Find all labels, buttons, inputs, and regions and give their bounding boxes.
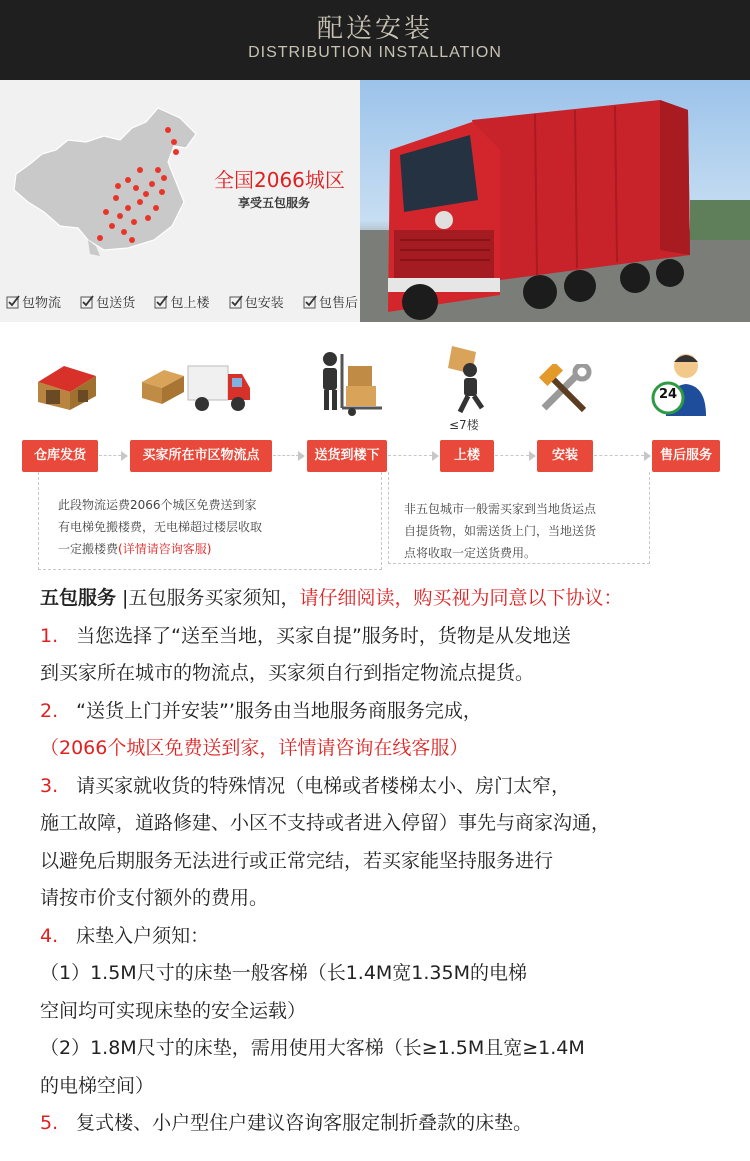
dolly-worker-icon bbox=[312, 350, 384, 416]
package-item bbox=[6, 292, 61, 311]
delivery-truck-icon bbox=[140, 360, 252, 418]
check-icon bbox=[154, 295, 168, 309]
terms-warning: 请仔细阅读，购买视为同意以下协议： bbox=[299, 587, 623, 609]
package-label: 包上楼 bbox=[170, 296, 210, 311]
term-3-cont: 施工故障，道路修建、小区不支持或者进入停留）事先与商家沟通， bbox=[40, 812, 611, 834]
term-3-cont: 请按市价支付额外的费用。 bbox=[40, 887, 269, 909]
note-line: 有电梯免搬楼费，无电梯超过楼层收取 bbox=[58, 520, 263, 534]
arrow-right-icon bbox=[529, 451, 536, 461]
tools-icon bbox=[536, 364, 596, 416]
step-warehouse-dispatch: 仓库发货 bbox=[22, 440, 98, 472]
package-item bbox=[303, 292, 358, 311]
step-deliver-downstairs: 送货到楼下 bbox=[307, 440, 387, 472]
customer-service-icon bbox=[650, 350, 716, 418]
note-line: 自提货物，如需送货上门，当地送货 bbox=[404, 524, 597, 538]
term-3-cont: 以避免后期服务无法进行或正常完结，若买家能坚持服务进行 bbox=[40, 849, 554, 872]
term-4-cont: 的电梯空间） bbox=[40, 1074, 155, 1097]
check-icon bbox=[6, 295, 20, 309]
coverage-headline: 全国2066城区 bbox=[214, 168, 345, 192]
term-5 bbox=[40, 1105, 740, 1143]
section-title: 配送安装 bbox=[316, 14, 433, 44]
truck-photo bbox=[360, 80, 750, 322]
consult-service-hint: (详情请咨询客服) bbox=[118, 542, 212, 556]
step-upstairs: 上楼 bbox=[440, 440, 494, 472]
term-1 bbox=[40, 618, 740, 656]
floor-limit-label: ≤7楼 bbox=[449, 418, 479, 432]
arrow-right-icon bbox=[432, 451, 439, 461]
terms-intro-text: 五包服务买家须知， bbox=[128, 587, 300, 609]
non-coverage-note bbox=[404, 498, 648, 564]
note-line: 非五包城市一般需买家到当地货运点 bbox=[404, 502, 597, 516]
section-subtitle: DISTRIBUTION INSTALLATION bbox=[248, 44, 502, 61]
terms-intro bbox=[40, 580, 740, 618]
badge-24: 24 bbox=[658, 387, 678, 402]
connector-line bbox=[388, 455, 432, 456]
terms-separator: | bbox=[116, 587, 129, 609]
step-local-logistics: 买家所在市区物流点 bbox=[130, 440, 272, 472]
arrow-right-icon bbox=[298, 451, 305, 461]
package-label: 包送货 bbox=[96, 296, 136, 311]
coverage-map-panel bbox=[0, 80, 360, 322]
check-icon bbox=[303, 295, 317, 309]
term-number: 5. bbox=[40, 1112, 59, 1134]
truck-image bbox=[360, 80, 750, 322]
term-text: “送货上门并安装”’服务由当地服务商服务完成， bbox=[76, 699, 482, 722]
package-item bbox=[80, 292, 135, 311]
term-2-free-delivery: （2066个城区免费送到家，详情请咨询在线客服） bbox=[40, 737, 469, 759]
note-line: 此段物流运费2066个城区免费送到家 bbox=[58, 498, 257, 512]
term-text: 当您选择了“送至当地，买家自提”服务时，货物是从发地送 bbox=[76, 624, 571, 647]
package-list bbox=[6, 292, 358, 311]
note-text: 一定搬楼费 bbox=[58, 542, 119, 556]
package-label: 包售后 bbox=[318, 296, 358, 311]
term-3 bbox=[40, 768, 740, 806]
term-4-cont: （1）1.5M尺寸的床垫一般客梯（长1.4M宽1.35M的电梯 bbox=[40, 962, 528, 984]
term-number: 1. bbox=[40, 624, 59, 647]
term-number: 4. bbox=[40, 924, 59, 947]
section-header bbox=[0, 0, 750, 80]
connector-line bbox=[594, 455, 644, 456]
package-item bbox=[154, 292, 209, 311]
note-line: 点将收取一定送货费用。 bbox=[404, 546, 537, 560]
package-item bbox=[229, 292, 284, 311]
step-after-sales: 售后服务 bbox=[652, 440, 720, 472]
arrow-right-icon bbox=[121, 451, 128, 461]
check-icon bbox=[229, 295, 243, 309]
coverage-subline: 享受五包服务 bbox=[238, 196, 311, 210]
term-text: 床垫入户须知： bbox=[76, 924, 210, 947]
china-map-icon bbox=[8, 90, 208, 260]
term-number: 2. bbox=[40, 699, 59, 722]
terms-label: 五包服务 bbox=[40, 587, 117, 609]
free-delivery-note bbox=[58, 494, 378, 560]
connector-line bbox=[99, 455, 121, 456]
warehouse-icon bbox=[34, 362, 100, 412]
arrow-right-icon bbox=[644, 451, 651, 461]
term-text: 复式楼、小户型住户建议咨询客服定制折叠款的床垫。 bbox=[76, 1112, 533, 1134]
package-label: 包安装 bbox=[244, 296, 284, 311]
term-number: 3. bbox=[40, 774, 59, 797]
term-2 bbox=[40, 693, 740, 731]
check-icon bbox=[80, 295, 94, 309]
term-4-cont: （2）1.8M尺寸的床垫，需用使用大客梯（长≥1.5M且宽≥1.4M bbox=[40, 1037, 585, 1059]
note-line bbox=[58, 538, 378, 560]
package-label: 包物流 bbox=[22, 296, 62, 311]
term-1-cont: 到买家所在城市的物流点，买家须自行到指定物流点提货。 bbox=[40, 662, 535, 684]
delivery-flow bbox=[0, 322, 750, 580]
term-4 bbox=[40, 918, 740, 956]
term-text: 请买家就收货的特殊情况（电梯或者楼梯太小、房门太窄， bbox=[76, 774, 571, 797]
connector-line bbox=[495, 455, 529, 456]
step-installation: 安装 bbox=[537, 440, 593, 472]
stair-carrier-icon bbox=[442, 344, 494, 414]
term-4-cont: 空间均可实现床垫的安全运载） bbox=[40, 999, 307, 1022]
connector-line bbox=[273, 455, 299, 456]
service-terms bbox=[40, 580, 740, 1143]
